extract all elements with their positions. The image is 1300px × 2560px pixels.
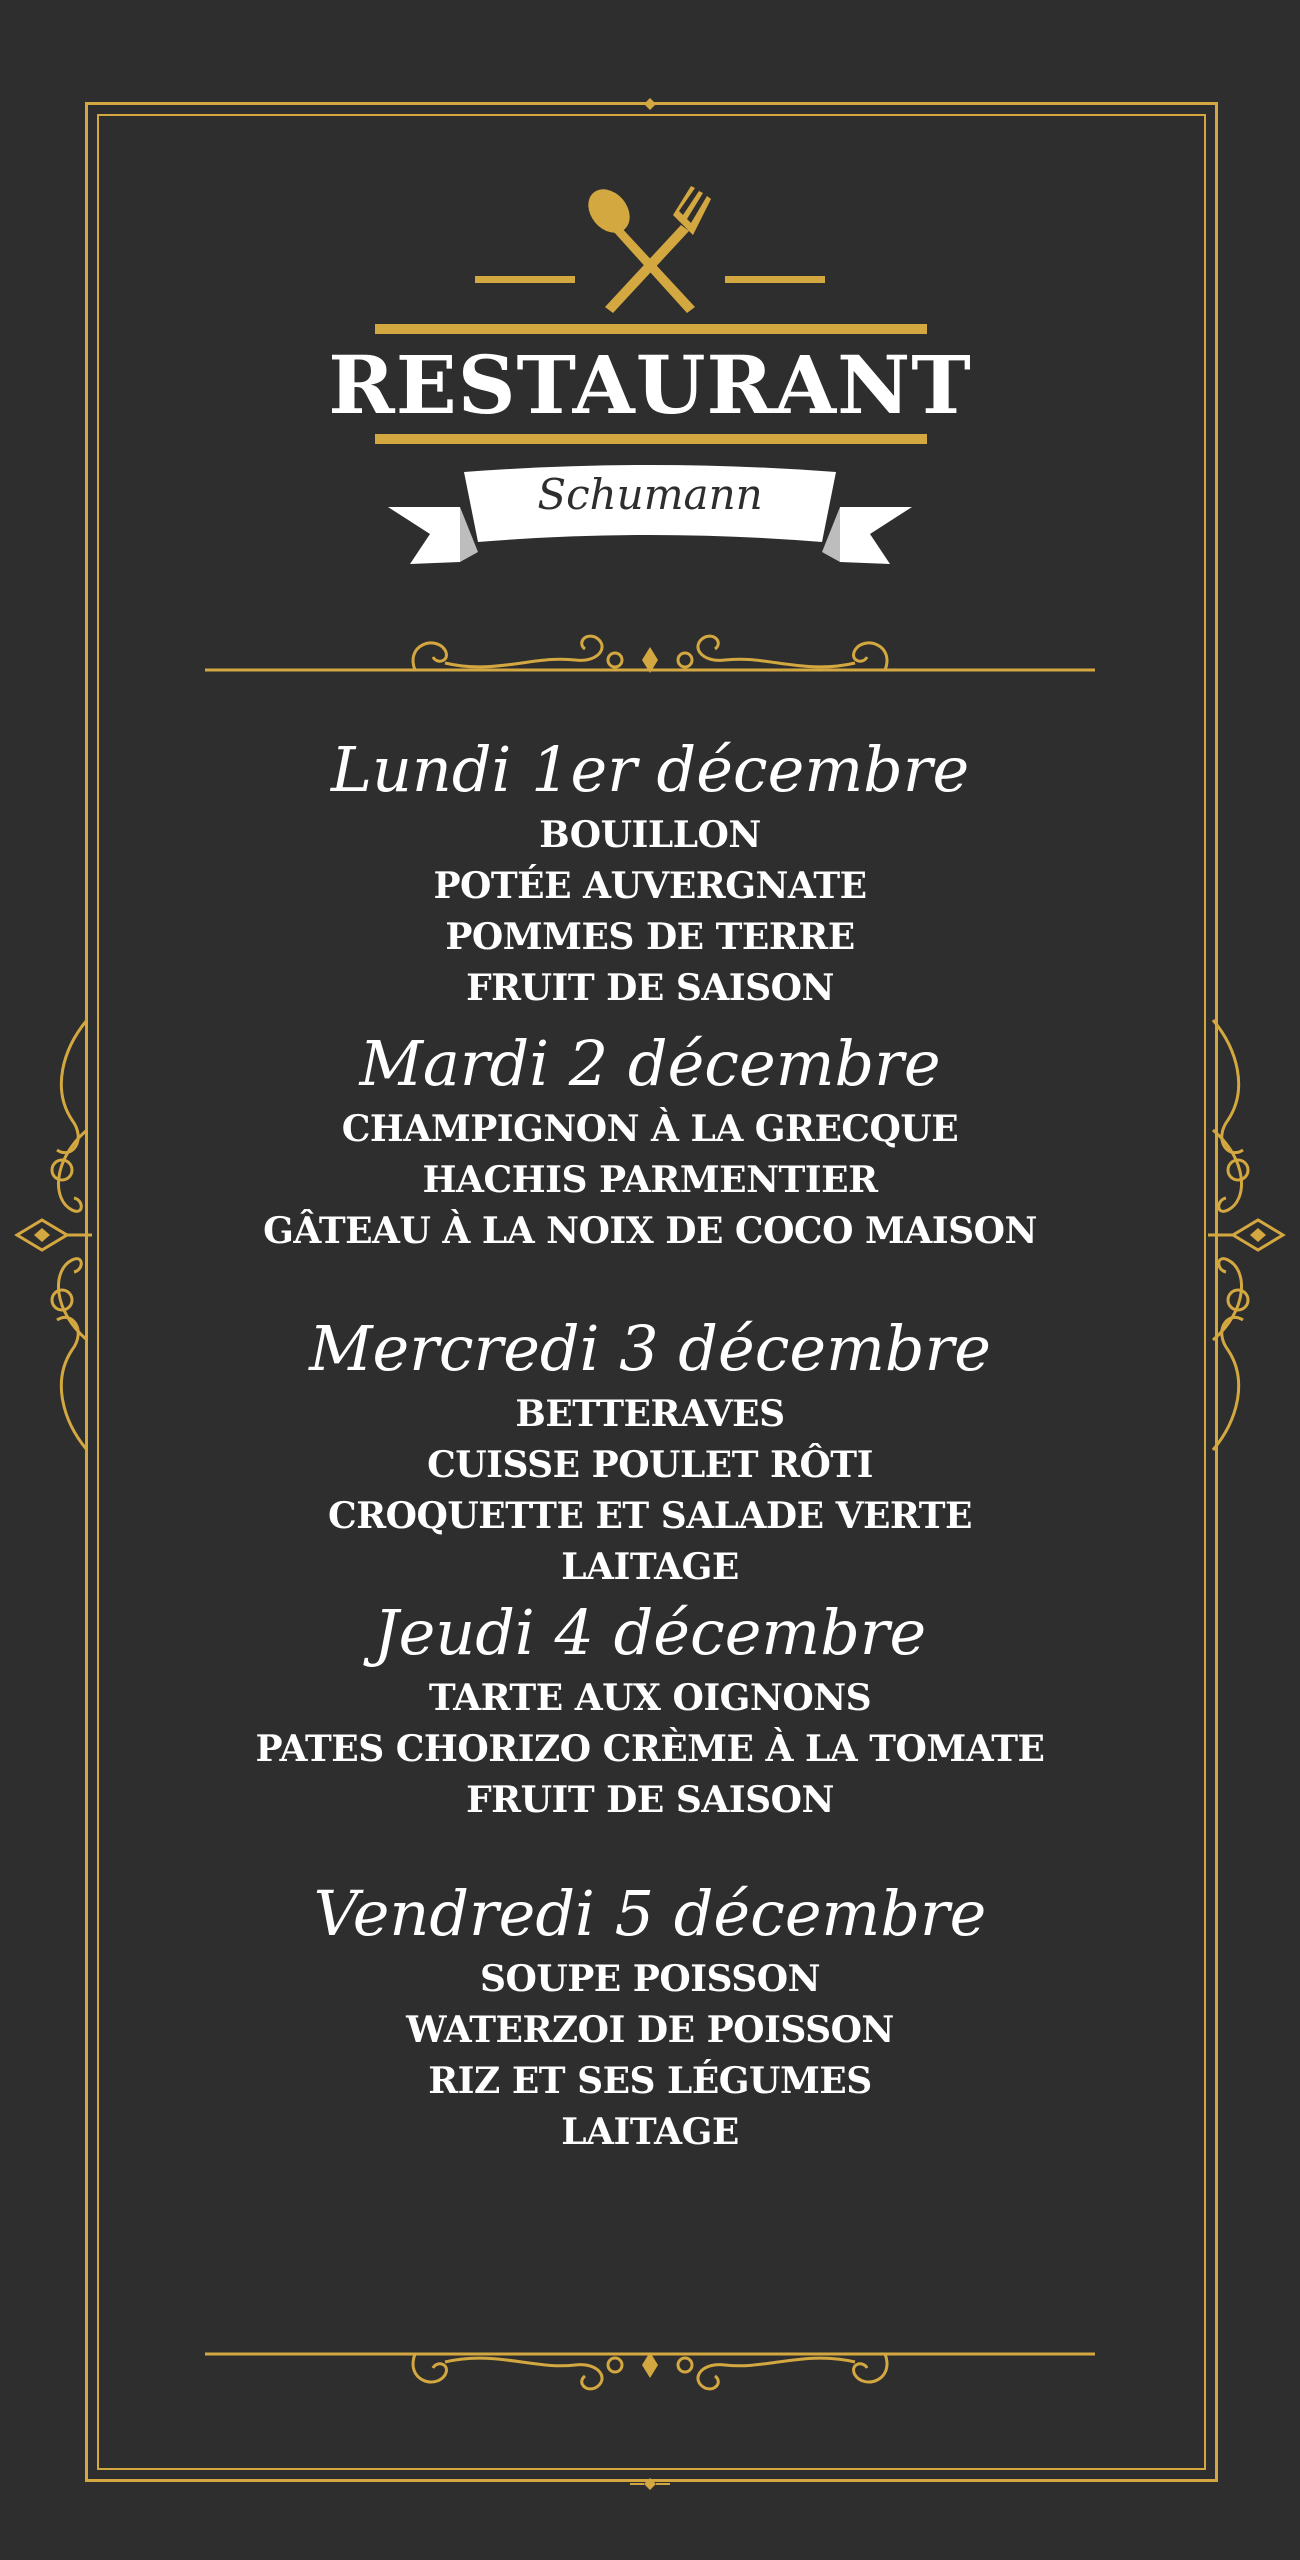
day-title: Mardi 2 décembre [359, 1027, 941, 1100]
frame-bottom-ornament [630, 2476, 670, 2492]
dish-item: TARTE AUX OIGNONS [428, 1677, 872, 1719]
day-title: Mercredi 3 décembre [309, 1312, 991, 1385]
dish-item: BETTERAVES [515, 1393, 785, 1435]
day-thursday [0, 1593, 1300, 1826]
dish-item: FRUIT DE SAISON [466, 1779, 834, 1821]
dish-item: POMMES DE TERRE [445, 916, 855, 958]
dish-item: CHAMPIGNON À LA GRECQUE [341, 1108, 959, 1150]
frame-top-ornament [630, 96, 670, 112]
dish-item: RIZ ET SES LÉGUMES [428, 2060, 872, 2102]
dish-item: LAITAGE [561, 2111, 739, 2153]
dish-item: CROQUETTE ET SALADE VERTE [328, 1495, 972, 1537]
logo-right-line [725, 276, 825, 283]
dish-item: BOUILLON [539, 814, 761, 856]
day-monday [0, 730, 1300, 1014]
day-title: Jeudi 4 décembre [373, 1596, 927, 1669]
dish-item: FRUIT DE SAISON [466, 967, 834, 1009]
dish-item: LAITAGE [561, 1546, 739, 1588]
day-tuesday [0, 1024, 1300, 1257]
top-divider-flourish [205, 615, 1095, 675]
title-top-bar [375, 324, 927, 334]
day-title: Vendredi 5 décembre [313, 1877, 987, 1950]
logo-left-line [475, 276, 575, 283]
day-title: Lundi 1er décembre [330, 733, 970, 806]
dish-item: HACHIS PARMENTIER [422, 1159, 878, 1201]
restaurant-subtitle: Schumann [537, 470, 763, 519]
dish-item: SOUPE POISSON [479, 1958, 821, 2000]
spoon-fork-crossed-icon [585, 185, 715, 315]
dish-item: POTÉE AUVERGNATE [433, 865, 867, 907]
restaurant-title: RESTAURANT [328, 338, 972, 432]
title-bottom-bar [375, 434, 927, 444]
weekly-menu [0, 730, 1300, 2158]
day-friday [0, 1874, 1300, 2158]
day-wednesday [0, 1309, 1300, 1593]
dish-item: CUISSE POULET RÔTI [427, 1444, 873, 1486]
dish-item: PATES CHORIZO CRÈME À LA TOMATE [255, 1728, 1045, 1770]
bottom-divider-flourish [205, 2330, 1095, 2400]
dish-item: WATERZOI DE POISSON [406, 2009, 894, 2051]
dish-item: GÂTEAU À LA NOIX DE COCO MAISON [263, 1210, 1037, 1252]
